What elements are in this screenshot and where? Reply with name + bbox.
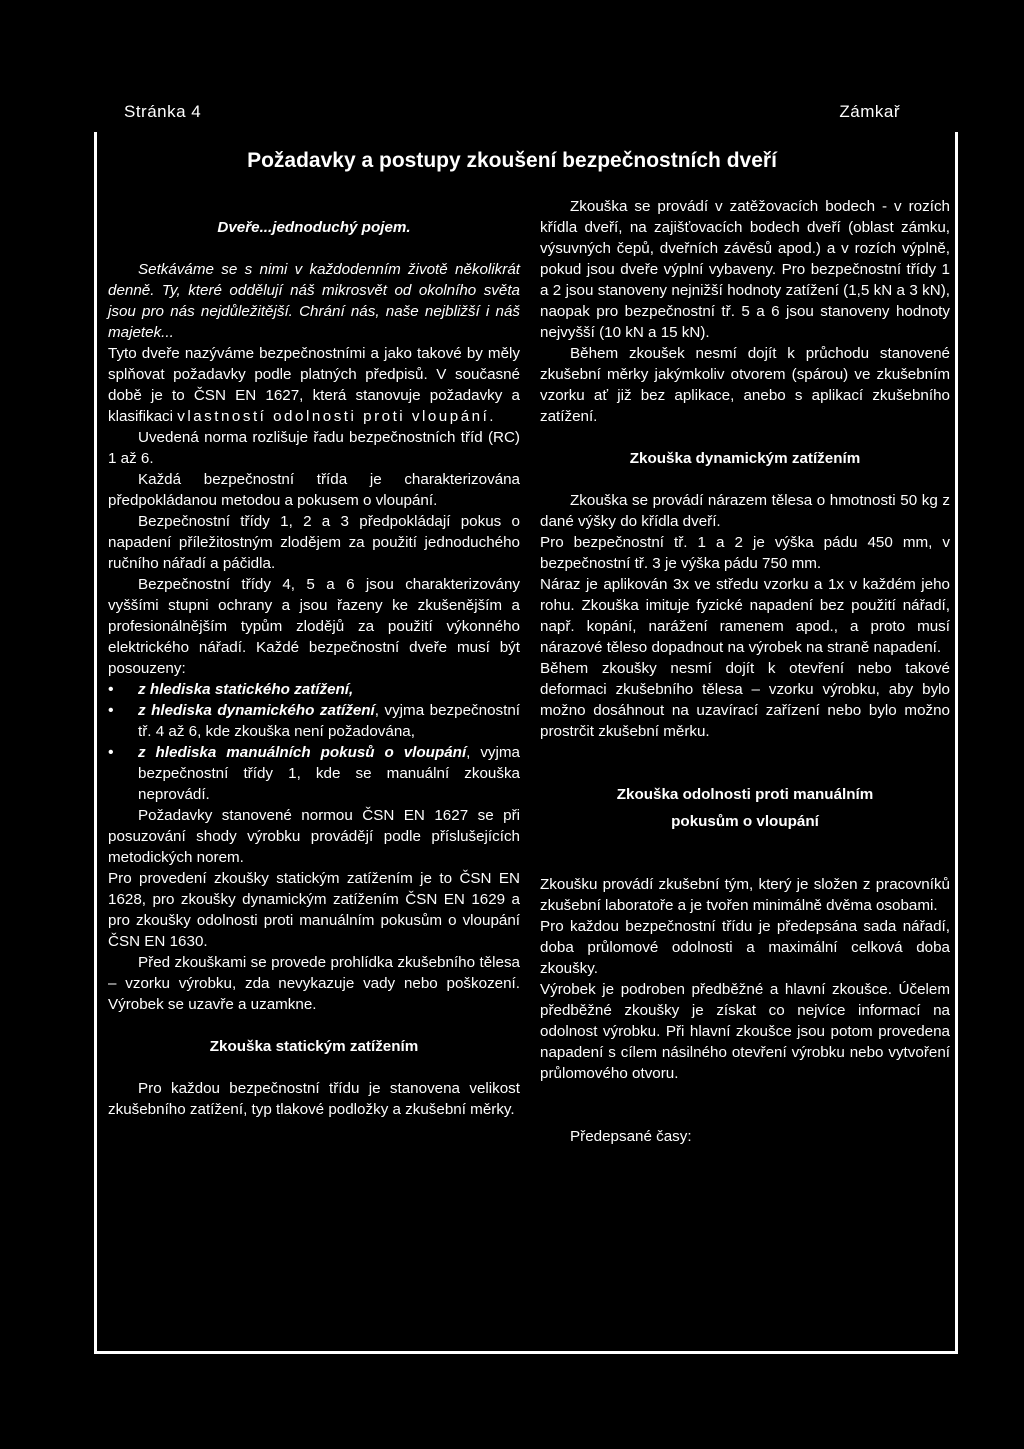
list-item: • z hlediska statického zatížení, xyxy=(138,679,520,700)
paragraph-deformation: Během zkoušky nesmí dojít k otevření nebo takové deformaci zkušebního tělesa – vzorku výrobku, aby bylo možno dosáhnout na uzavírací zařízení nebo bylo možno prostrčit zkušební měrku. xyxy=(540,660,950,740)
paragraph-norms: Pro provedení zkoušky statickým zatížením je to ČSN EN 1628, pro zkoušky dynamickým zatížením ČSN EN 1629 a pro zkoušky odolnosti proti manuálním pokusům o vloupání ČSN EN 1630. xyxy=(108,870,520,950)
heading-static-load: Zkouška statickým zatížením xyxy=(209,1038,419,1055)
paragraph-gauge: Během zkoušek nesmí dojít k průchodu stanovené zkušební měrky jakýmkoliv otvorem (spárou) ve zkušebním vzorku ať již bez aplikace, anebo s aplikací zkušebního zatížení. xyxy=(540,345,950,425)
paragraph-load-points: Zkouška se provádí v zatěžovacích bodech - v rozích křídla dveří, na zajišťovacích bodech dveří (oblast zámku, výsuvných čepů, dveřních závěsů apod.) a v rozích výplně, pokud jsou dveře výplní vybaveny. Pro bezpečnostní třídy 1 a 2 jsou stanoveny nejnižší hodnoty zatížení (1,5 kN a 3 kN), naopak pro bezpečnostní tř. 5 a 6 jsou stanoveny hodnoty nejvyšší (10 kN a 15 kN). xyxy=(540,198,950,341)
paragraph-conformity: Požadavky stanovené normou ČSN EN 1627 se při posuzování shody výrobku provádějí podle příslušejících metodických norem. xyxy=(108,807,520,866)
assessment-list xyxy=(108,679,520,805)
paragraph-static-load: Pro každou bezpečnostní třídu je stanovena velikost zkušebního zatížení, typ tlakové podložky a zkušební měrky. xyxy=(108,1080,520,1118)
paragraph-tool-set: Pro každou bezpečnostní třídu je předepsána sada nářadí, doba průlomové odolnosti a maximální celková doba zkoušky. xyxy=(540,918,950,977)
page-number: Stránka 4 xyxy=(124,102,202,121)
heading-dynamic-load: Zkouška dynamickým zatížením xyxy=(629,450,861,467)
list-item: • z hlediska dynamického zatížení, vyjma bezpečnostní tř. 4 až 6, kde zkouška není požadována, xyxy=(138,700,520,742)
intro-paragraph: Setkáváme se s nimi v každodenním životě několikrát denně. Ty, které oddělují náš mikrosvět od okolního světa jsou pro nás nejdůležitější. Chrání nás, naše nejbližší i náš majetek... xyxy=(108,261,520,341)
left-column xyxy=(108,196,520,1120)
paragraph-preliminary-test: Výrobek je podroben předběžné a hlavní zkoušce. Účelem předběžné zkoušky je získat co nejvíce informací na odolnost výrobku. Při hlavní zkoušce jsou potom provedena napadení s cílem násilného otevření výrobku nebo vytvoření průlomového otvoru. xyxy=(540,981,950,1082)
heading-manual-attack-1: Zkouška odolnosti proti manuálním xyxy=(616,786,874,803)
paragraph-drop-height: Pro bezpečnostní tř. 1 a 2 je výška pádu 450 mm, v bezpečnostní tř. 3 je výška pádu 750 mm. xyxy=(540,534,950,572)
list-item: • z hlediska manuálních pokusů o vloupání, vyjma bezpečnostní třídy 1, kde se manuální zkouška neprovádí. xyxy=(138,742,520,805)
article-title: Požadavky a postupy zkoušení bezpečnostních dveří xyxy=(247,149,777,172)
paragraph-test-team: Zkoušku provádí zkušební tým, který je složen z pracovníků zkušební laboratoře a je tvořen minimálně dvěma osobami. xyxy=(540,876,950,914)
paragraph-standard: Tyto dveře nazýváme bezpečnostními a jako takové by měly splňovat požadavky podle platných předpisů. V současné době je to ČSN EN 1627, která stanovuje požadavky a klasifikaci vlastností odolnosti proti vloupání. xyxy=(108,345,520,425)
heading-manual-attack-2: pokusům o vloupání xyxy=(671,813,819,830)
paragraph-classes-4-6: Bezpečnostní třídy 4, 5 a 6 jsou charakterizovány vyššími stupni ochrany a jsou řazeny ke zkušenějším a profesionálnějším typům zlodějů za použití výkonného elektrického nářadí. Každé bezpečnostní dveře musí být posouzeny: xyxy=(108,576,520,677)
paragraph-inspection: Před zkouškami se provede prohlídka zkušebního tělesa – vzorku výrobku, zda nevykazuje vady nebo poškození. Výrobek se uzavře a uzamkne. xyxy=(108,954,520,1013)
paragraph-classes-1-3: Bezpečnostní třídy 1, 2 a 3 předpokládají pokus o napadení příležitostným zlodějem za použití jednoduchého ručního nářadí a páčidla. xyxy=(108,513,520,572)
publication-name: Zámkař xyxy=(839,102,900,121)
paragraph-impact-points: Náraz je aplikován 3x ve středu vzorku a 1x v každém jeho rohu. Zkouška imituje fyzické napadení bez použití nářadí, např. kopání, narážení ramenem apod., a proto musí nárazové těleso dopadnout na výrobek na straně napadení. xyxy=(540,576,950,656)
right-column xyxy=(540,196,950,1147)
article-subtitle: Dveře...jednoduchý pojem. xyxy=(217,219,411,236)
paragraph-class-method: Každá bezpečnostní třída je charakterizována předpokládanou metodou a pokusem o vloupání. xyxy=(108,471,520,509)
paragraph-impact: Zkouška se provádí nárazem tělesa o hmotnosti 50 kg z dané výšky do křídla dveří. xyxy=(540,492,950,530)
paragraph-classes: Uvedená norma rozlišuje řadu bezpečnostních tříd (RC) 1 až 6. xyxy=(108,429,520,467)
paragraph-prescribed-times: Předepsané časy: xyxy=(570,1128,692,1145)
